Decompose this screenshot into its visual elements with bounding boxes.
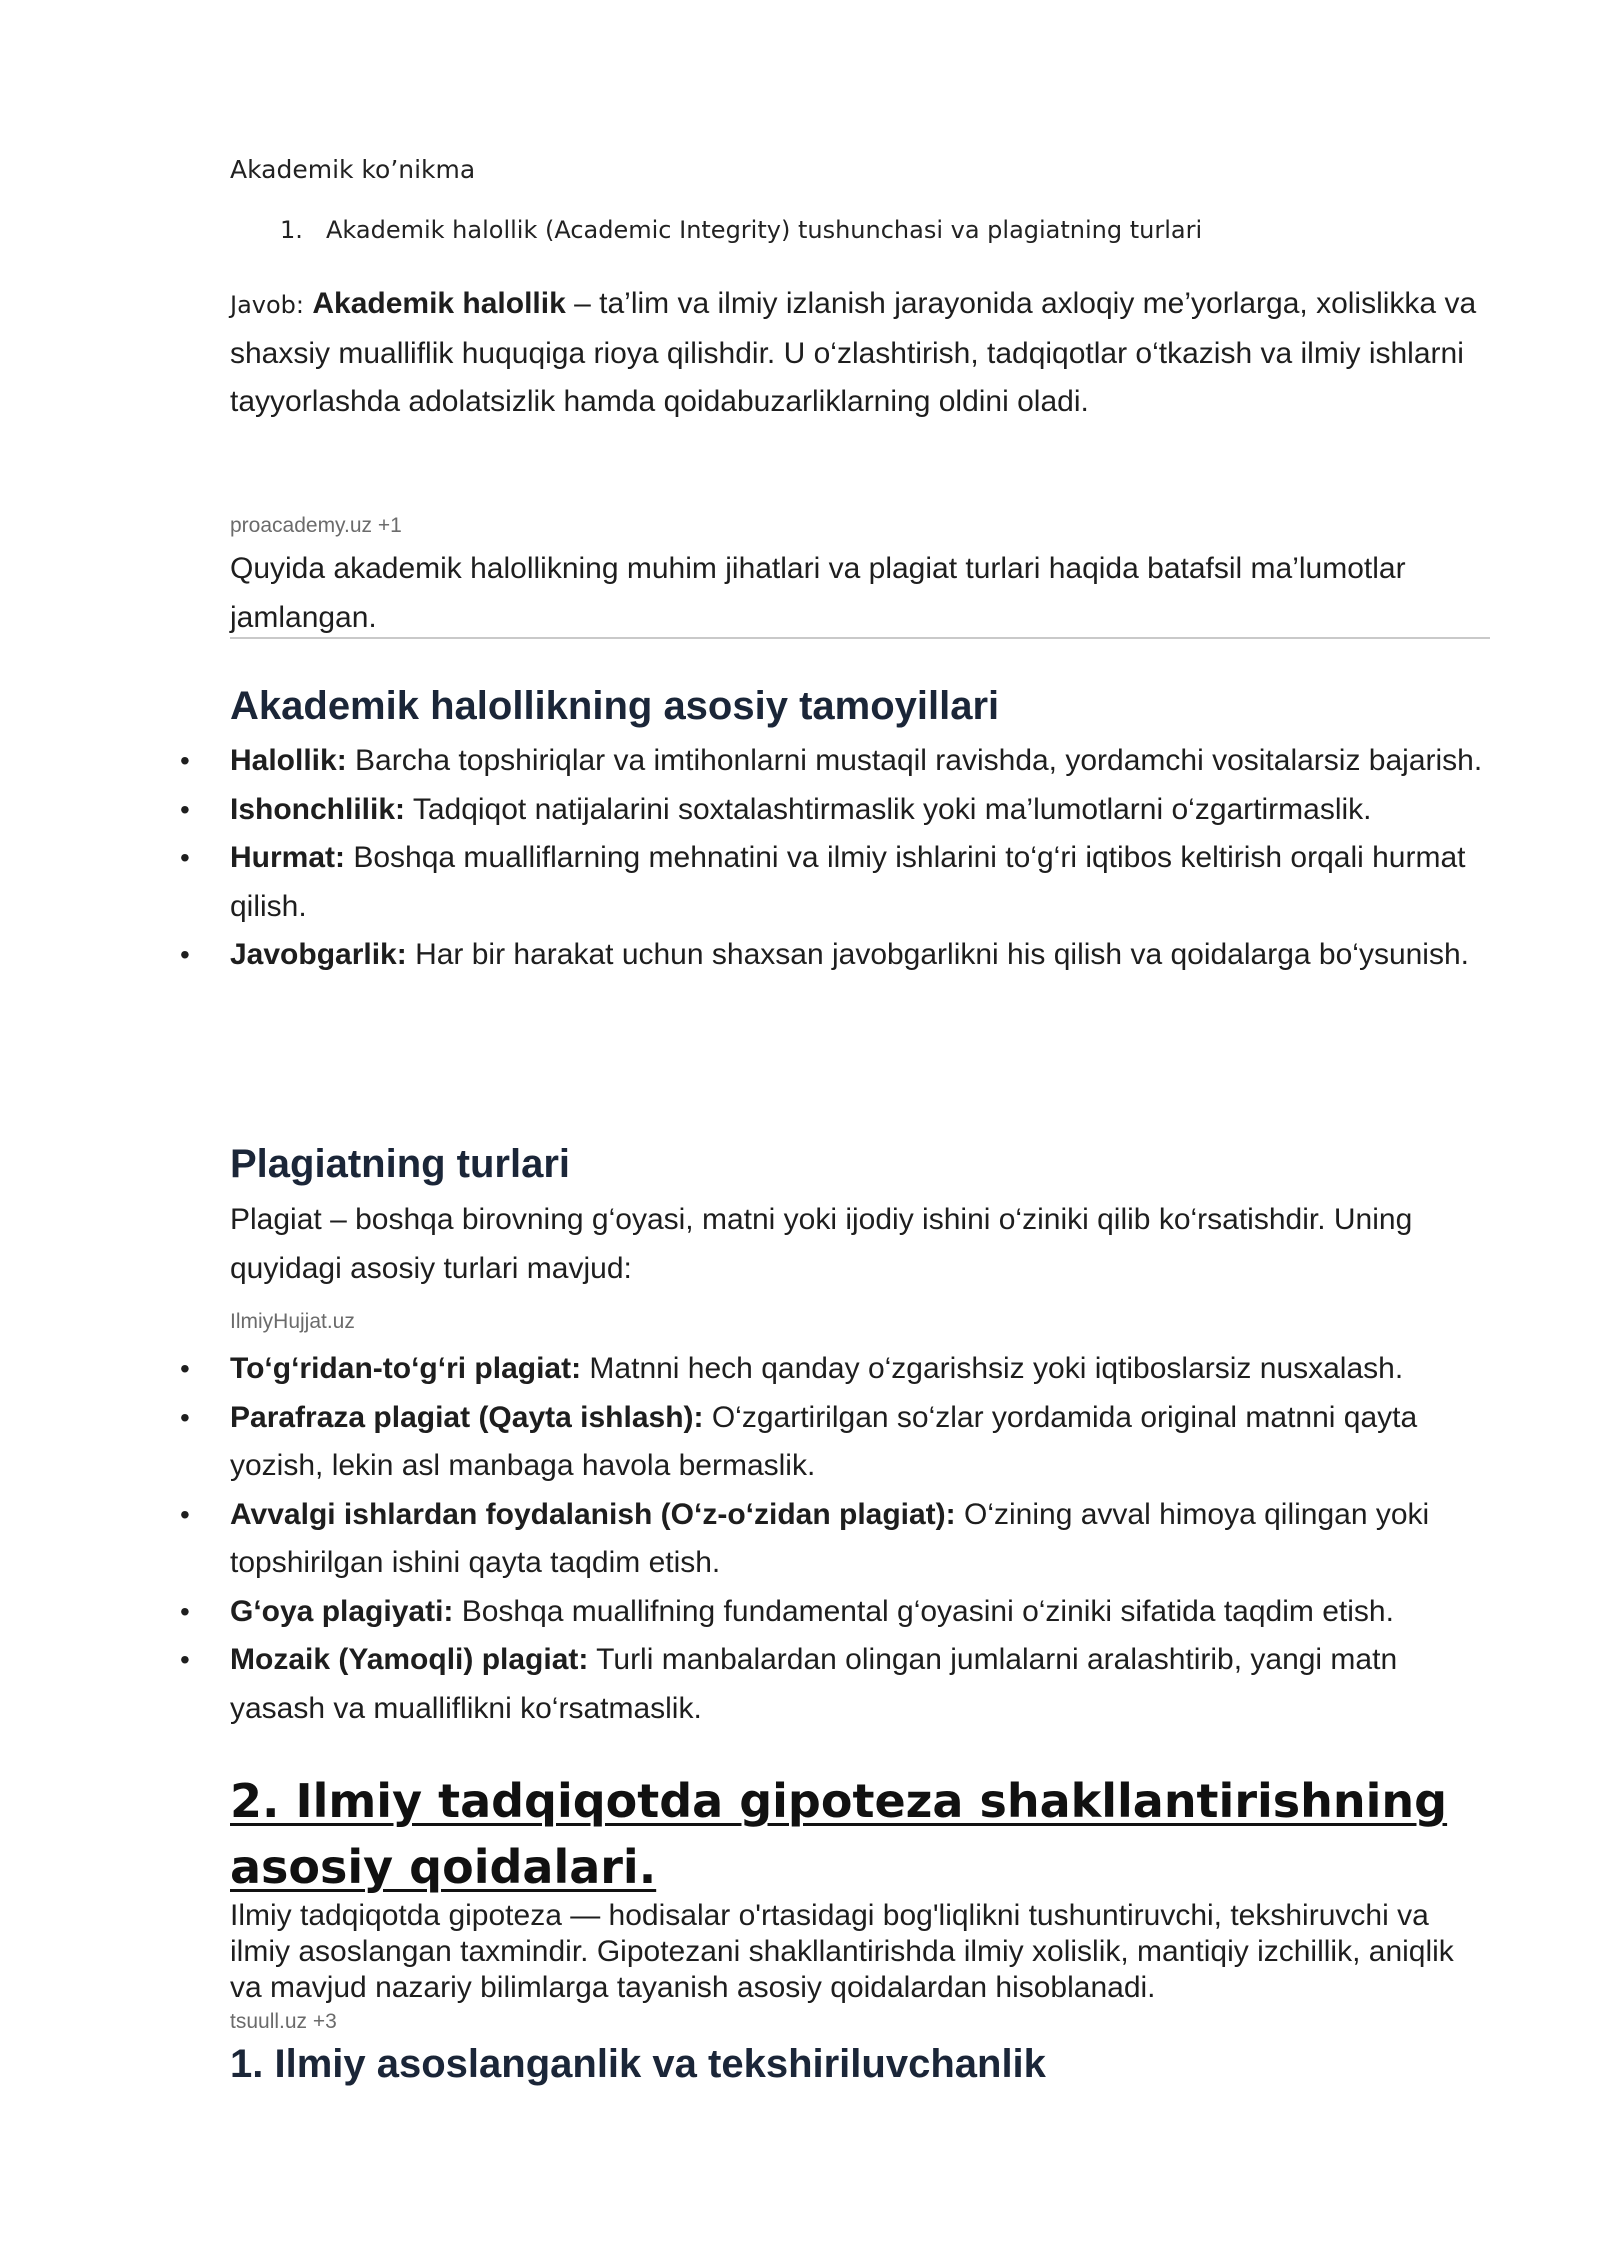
principle-item [180,931,1490,980]
plagiarism-list [180,1345,1490,1733]
principle-item [180,737,1490,786]
principle-term: Halollik: [230,744,347,777]
question-1-text: Akademik halollik (Academic Integrity) tushunchasi va plagiatning turlari [326,216,1203,244]
principles-heading: Akademik halollikning asosiy tamoyillari [230,684,1000,728]
plagiarism-item [180,1394,1490,1491]
answer-term: Akademik halollik [312,287,566,320]
principle-text: Tadqiqot natijalarini soxtalashtirmaslik yoki ma’lumotlarni o‘zgartirmaslik. [405,792,1372,826]
plagiarism-item [180,1491,1490,1588]
plagiarism-text: O‘zgartirilgan so‘zlar yordamida original matnni qayta yozish, lekin asl manbaga havola bermaslik. [230,1400,1418,1482]
bullet-icon: • [180,1498,190,1530]
answer-text: – ta’lim va ilmiy izlanish jarayonida axloqiy me’yorlarga, xolislikka va shaxsiy mualliflik huquqiga rioya qilishdir. U o‘zlashtirish, tadqiqotlar o‘tkazish va ilmiy ishlarni tayyorlashda adolatsizlik hamda qoidabuzarliklarning oldini oladi. [230,287,1477,418]
answer-paragraph [230,280,1490,427]
plagiarism-text: Boshqa muallifning fundamental g‘oyasini o‘ziniki sifatida taqdim etish. [453,1594,1394,1628]
plagiarism-text: Turli manbalardan olingan jumlalarni aralashtirib, yangi matn yasash va mualliflikni ko‘rsatmaslik. [230,1643,1398,1725]
source-tsuull[interactable]: tsuull.uz +3 [230,2010,337,2033]
plagiarism-term: Parafraza plagiat (Qayta ishlash): [230,1400,704,1434]
question-2-heading: 2. Ilmiy tadqiqotda gipoteza shakllantirishning asosiy qoidalari. [230,1774,1448,1894]
plagiarism-item [180,1588,1490,1637]
principle-text: Barcha topshiriqlar va imtihonlarni mustaqil ravishda, yordamchi vositalarsiz bajarish. [346,744,1483,777]
bullet-icon: • [180,1401,190,1433]
bullet-icon: • [180,1353,190,1384]
question-1-number: 1. [280,216,303,244]
question-1-heading [280,216,1202,244]
question-2-paragraph: Ilmiy tadqiqotda gipoteza — hodisalar o'rtasidagi bog'liqlikni tushuntiruvchi, tekshiruvchi va ilmiy asoslangan taxmindir. Gipotezani shakllantirishda ilmiy xolislik, mantiqiy izchillik, aniqlik va mavjud nazariy bilimlarga tayanish asosiy qoidalardan hisoblanadi. [230,1899,1454,2004]
divider [230,637,1490,639]
plagiarism-text: Matnni hech qanday o‘zgarishsiz yoki iqtiboslarsiz nusxalash. [581,1352,1404,1385]
answer-label: Javob: [230,291,304,319]
bullet-icon: • [180,1644,190,1675]
bullet-icon: • [180,745,190,776]
principle-item [180,786,1490,835]
principle-text: Boshqa mualliflarning mehnatini va ilmiy ishlarini to‘g‘ri iqtibos keltirish orqali hurmat qilish. [230,841,1466,923]
bullet-icon: • [180,793,190,825]
source-proacademy[interactable]: proacademy.uz +1 [230,514,402,537]
intro-paragraph: Quyida akademik halollikning muhim jihatlari va plagiat turlari haqida batafsil ma’lumotlar jamlangan. [230,552,1406,634]
principle-term: Javobgarlik: [230,938,407,971]
plagiarism-item [180,1345,1490,1394]
source-ilmiyhujjat[interactable]: IlmiyHujjat.uz [230,1310,355,1333]
plagiarism-intro: Plagiat – boshqa birovning g‘oyasi, matni yoki ijodiy ishini o‘ziniki qilib ko‘rsatishdir. Uning quyidagi asosiy turlari mavjud: [230,1203,1413,1285]
plagiarism-heading: Plagiatning turlari [230,1142,571,1186]
plagiarism-term: G‘oya plagiyati: [230,1594,454,1628]
plagiarism-term: Mozaik (Yamoqli) plagiat: [230,1643,589,1676]
plagiarism-term: Avvalgi ishlardan foydalanish (O‘z-o‘zidan plagiat): [230,1497,956,1531]
principle-term: Hurmat: [230,841,346,874]
principle-item [180,834,1490,931]
principle-term: Ishonchlilik: [230,792,406,826]
question-2-subheading: 1. Ilmiy asoslanganlik va tekshiriluvchanlik [230,2042,1046,2086]
bullet-icon: • [180,842,190,873]
plagiarism-item [180,1636,1490,1733]
document-title: Akademik ko’nikma [230,155,476,184]
plagiarism-term: To‘g‘ridan-to‘g‘ri plagiat: [230,1352,582,1385]
plagiarism-text: O‘zining avval himoya qilingan yoki topshirilgan ishini qayta taqdim etish. [230,1497,1430,1579]
principle-text: Har bir harakat uchun shaxsan javobgarlikni his qilish va qoidalarga bo‘ysunish. [406,938,1469,971]
bullet-icon: • [180,939,190,970]
bullet-icon: • [180,1595,190,1627]
principles-list [180,737,1490,980]
